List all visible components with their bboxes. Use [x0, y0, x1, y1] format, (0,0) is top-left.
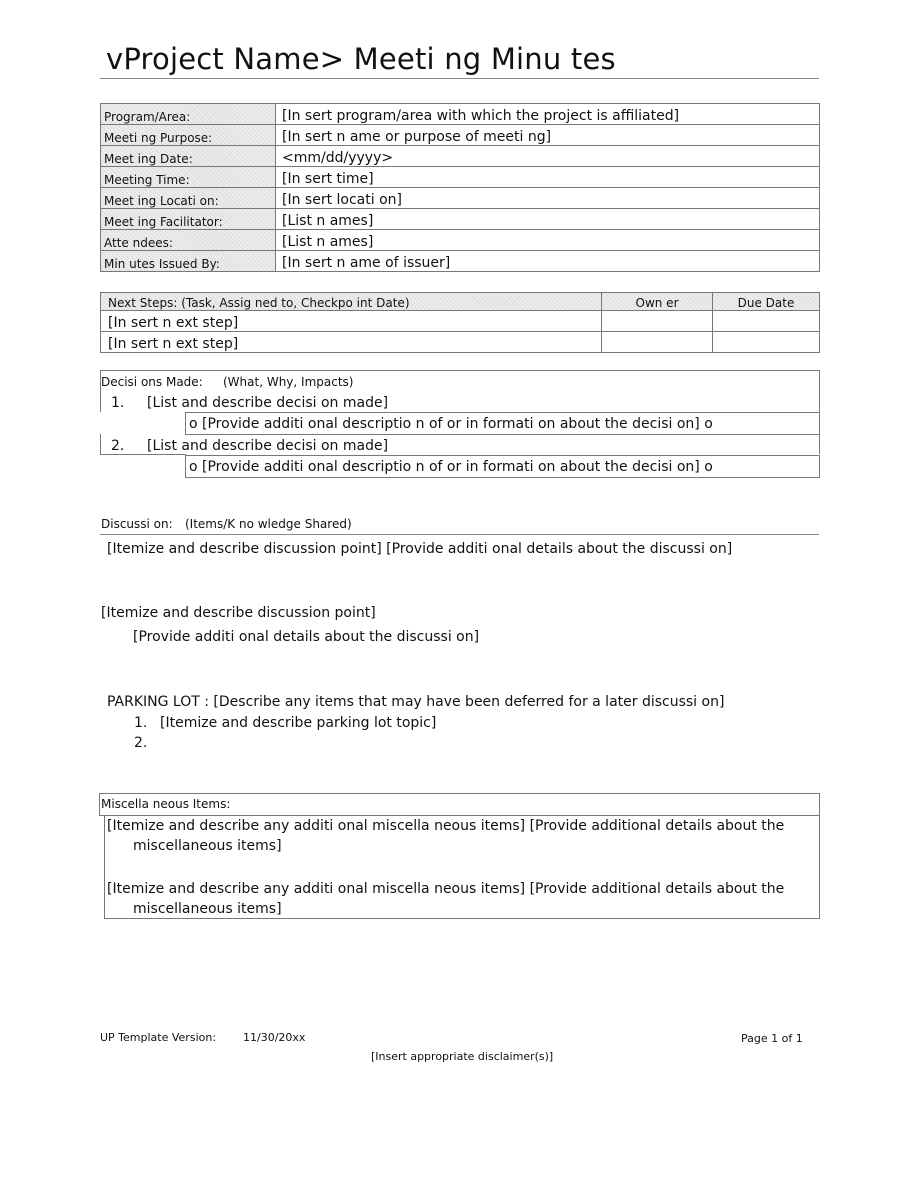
misc-label: Miscella neous Items:: [101, 797, 231, 811]
next-step-owner: [602, 332, 713, 353]
decision-2-underline: [100, 454, 186, 455]
title-divider: [100, 78, 819, 79]
info-value: <mm/dd/yyyy>: [276, 146, 820, 167]
misc-item-2-cont: miscellaneous items]: [133, 901, 282, 917]
discussion-sublabel: (Items/K no wledge Shared): [185, 517, 352, 531]
info-row: [101, 209, 820, 230]
info-label: Meet ing Locati on:: [101, 188, 276, 209]
parking-lot-item-2-number: 2.: [134, 735, 148, 751]
decisions-label: Decisi ons Made:: [101, 375, 203, 389]
info-label: Program/Area:: [101, 104, 276, 125]
footer-version-label: UP Template Version:: [100, 1031, 217, 1044]
discussion-point-2-detail: [Provide additi onal details about the discussi on]: [133, 629, 480, 645]
info-value: [In sert program/area with which the project is affiliated]: [276, 104, 820, 125]
info-row: [101, 251, 820, 272]
footer-version-date: 11/30/20xx: [243, 1031, 306, 1044]
discussion-divider: [100, 534, 819, 535]
parking-lot-item-1-text: [Itemize and describe parking lot topic]: [160, 715, 437, 731]
parking-lot-heading: PARKING LOT : [Describe any items that may have been deferred for a later discussi on]: [107, 694, 725, 710]
discussion-point-1: [Itemize and describe discussion point] [Provide additi onal details about the discussi on]: [107, 541, 733, 557]
next-step-row: [101, 332, 820, 353]
footer-page-number: Page 1 of 1: [741, 1032, 803, 1045]
decision-2-number: 2.: [111, 438, 125, 454]
info-row: [101, 167, 820, 188]
info-value: [In sert time]: [276, 167, 820, 188]
info-row: [101, 188, 820, 209]
next-step-due: [713, 311, 820, 332]
next-steps-header-task: Next Steps: (Task, Assig ned to, Checkpo int Date): [101, 293, 602, 311]
info-row: [101, 125, 820, 146]
info-row: [101, 146, 820, 167]
info-row: [101, 230, 820, 251]
info-value: [List n ames]: [276, 209, 820, 230]
decision-2-text: [List and describe decisi on made]: [147, 438, 389, 454]
info-label: Meeting Time:: [101, 167, 276, 188]
next-steps-header-owner: Own er: [602, 293, 713, 311]
next-step-due: [713, 332, 820, 353]
discussion-point-2: [Itemize and describe discussion point]: [101, 605, 376, 621]
next-step-task: [In sert n ext step]: [101, 332, 602, 353]
discussion-label: Discussi on:: [101, 517, 173, 531]
meeting-info-table: [100, 103, 820, 272]
misc-item-1-cont: miscellaneous items]: [133, 838, 282, 854]
misc-item-1: [Itemize and describe any additi onal miscella neous items] [Provide additional details about the: [107, 818, 785, 834]
info-value: [In sert n ame of issuer]: [276, 251, 820, 272]
info-value: [List n ames]: [276, 230, 820, 251]
decision-1-text: [List and describe decisi on made]: [147, 395, 389, 411]
parking-lot-item-1-number: 1.: [134, 715, 148, 731]
decision-2-detail: o [Provide additi onal descriptio n of or in formati on about the decisi on] o: [189, 459, 713, 475]
next-steps-header-due: Due Date: [713, 293, 820, 311]
decision-1-detail: o [Provide additi onal descriptio n of or in formati on about the decisi on] o: [189, 416, 713, 432]
next-step-task: [In sert n ext step]: [101, 311, 602, 332]
footer-disclaimer: [Insert appropriate disclaimer(s)]: [371, 1050, 554, 1063]
info-label: Atte ndees:: [101, 230, 276, 251]
info-label: Meet ing Date:: [101, 146, 276, 167]
info-label: Min utes Issued By:: [101, 251, 276, 272]
decisions-sublabel: (What, Why, Impacts): [223, 375, 354, 389]
next-steps-header-row: [101, 293, 820, 311]
misc-item-2: [Itemize and describe any additi onal miscella neous items] [Provide additional details about the: [107, 881, 785, 897]
info-value: [In sert n ame or purpose of meeti ng]: [276, 125, 820, 146]
info-label: Meet ing Facilitator:: [101, 209, 276, 230]
page-title: vProject Name> Meeti ng Minu tes: [106, 42, 616, 76]
info-value: [In sert locati on]: [276, 188, 820, 209]
next-step-owner: [602, 311, 713, 332]
info-row: [101, 104, 820, 125]
info-label: Meeti ng Purpose:: [101, 125, 276, 146]
next-step-row: [101, 311, 820, 332]
next-steps-table: [100, 292, 820, 353]
decision-1-number: 1.: [111, 395, 125, 411]
